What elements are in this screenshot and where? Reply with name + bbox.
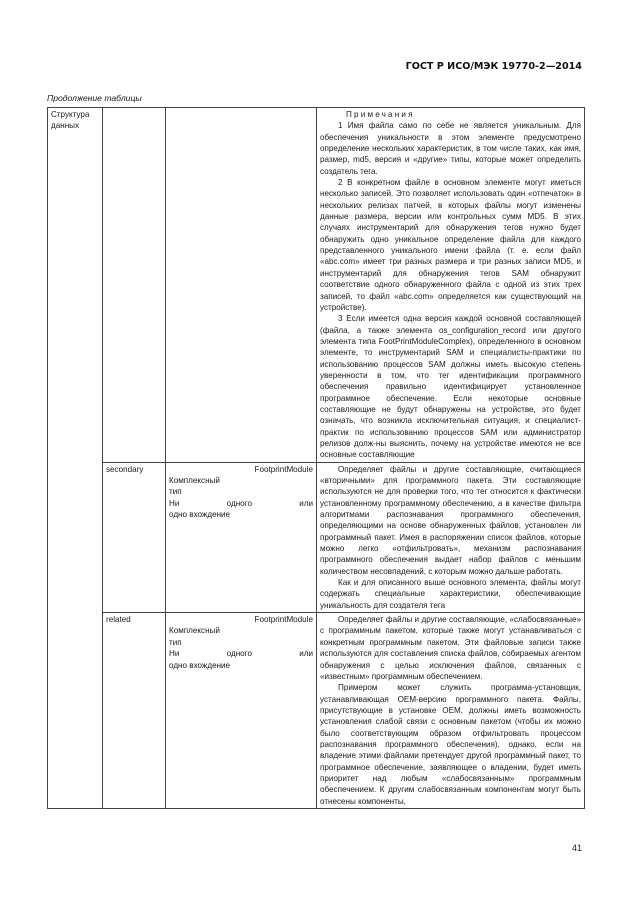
occurrence-line: одно вхождение [169, 660, 231, 670]
type-line: Комплексный [169, 626, 220, 636]
type-line: тип [169, 637, 182, 647]
page-number: 41 [571, 843, 582, 853]
type-line: FootprintModule [254, 615, 313, 625]
element-cell [103, 108, 166, 463]
type-line: FootprintModule [254, 464, 313, 474]
note-paragraph: 1 Имя файла само по себе не является уникальным. Для обеспечения уникальности в этом элементе предусмотрено определение нескольких характеристик, в том числе таких, как имя, размер, md5, версия и «другие» типы, которые может определить создатель тега. [320, 121, 581, 176]
table-row [48, 108, 585, 463]
occurrence-line: Ни одного или [169, 498, 313, 508]
description-cell [317, 108, 585, 463]
table-continuation-note: Продолжение таблицы [47, 93, 142, 103]
type-line: Комплексный [169, 476, 220, 485]
type-occurrence-cell [166, 613, 317, 809]
element-name-cell: secondary [103, 462, 166, 612]
attributes-table [47, 107, 585, 809]
table-row [48, 613, 585, 809]
element-name-cell: related [103, 613, 166, 809]
description-cell [317, 462, 585, 612]
group-label-cell: Структура данных [48, 108, 103, 809]
note-paragraph: 3 Если имеется одна версия каждой основной составляющей (файла, а также элемента os_configuration_record или другого элемента типа FootPrintModuleComplex), определенного в основном элементе, то инструментарий SAM и специалисты-практики по использованию процессов SAM должны иметь высокую степень уверенности в том, что тег идентификации программного обеспечения правильно идентифицирует установленное программное обеспечение. Если некоторые основные составляющие не будут обнаружены на устройстве, это будет означать, что возникла исключительная ситуация, и специалист-практик по использованию процессов SAM или администратор релизов долж-ны выяснить, почему на устройстве имеются не все основные составляющие [320, 314, 581, 460]
occurrence-line: одно вхождение [169, 510, 231, 520]
notes-title: Примечания [346, 110, 415, 119]
description-paragraph: Определяет файлы и другие составляющие, «слабосвязанные» с программным пакетом, которые также могут устанавливаться с конкретным программным пакетом. Эти файловые записи также используются для составления списка файлов, собираемых агентом обнаружения с целью исключения файлов, связанных с «известным» программным обеспечением. [320, 615, 581, 681]
occurrence-line: Ни одного или [169, 649, 313, 659]
type-occurrence-cell [166, 462, 317, 612]
description-cell [317, 613, 585, 809]
table-row [48, 462, 585, 612]
description-paragraph: Определяет файлы и другие составляющие, считающиеся «вторичными» для программного пакета. Эти составляющие используются не для проверки того, что тег относится к фактически установленному программному обеспечению, а в качестве фильтра алгоритмами распознавания программного обеспечения, определяющими на основе обнаруженных файлов, установлен ли программный пакет. Имея в распоряжении список файлов, которые можно легко «отфильтровать», механизм распознавания программного обеспечения выдает набор файлов с меньшим количеством несовпадений, с которым можно дальше работать. [320, 464, 581, 576]
type-line: тип [169, 487, 182, 497]
note-paragraph: 2 В конкретном файле в основном элементе могут иметься несколько записей. Это позволяет использовать один «отпечаток» в нескольких релизах патчей, в которых файлы могут изменены данные размера, версии или контрольных сумм MD5. В этих случаях инструментарий для обнаружения тегов нужно будет обнаружить одно уникальное определение файла для каждого представленного уникального имени файла (т. е. если файл «abc.com» имеет три разных размера и три разных записи MD5, и инструментарий для обнаружения тегов SAM обнаружит соответствие одного обнаруженного файла с одной из этих трех записей, то файл «abc.com» определяется как существующий на устройстве). [320, 178, 581, 312]
description-paragraph: Как и для описанного выше основного элемента, файлы могут содержать специальные характеристики, обеспечивающие уникальность для создателя тега [320, 578, 581, 610]
standard-header: ГОСТ Р ИСО/МЭК 19770-2—2014 [405, 61, 582, 72]
type-cell [166, 108, 317, 463]
description-paragraph: Примером может служить программа-установщик, устанавливающая OEM-версию программного пакета. Файлы, присутствующие в установке OEM, должны иметь возможность установления слабой связи с основным пакетом (чтобы их можно было соответствующим образом отфильтровать процессом распознавания программного обеспечения), однако, если на владение этими файлами претендует другой программный пакет, то программное обеспечение, заявляющее о владении, будет иметь приоритет над любым «слабосвязанным» программным обеспечением. К другим слабосвязанным компонентам могут быть отнесены компоненты, [320, 683, 581, 806]
